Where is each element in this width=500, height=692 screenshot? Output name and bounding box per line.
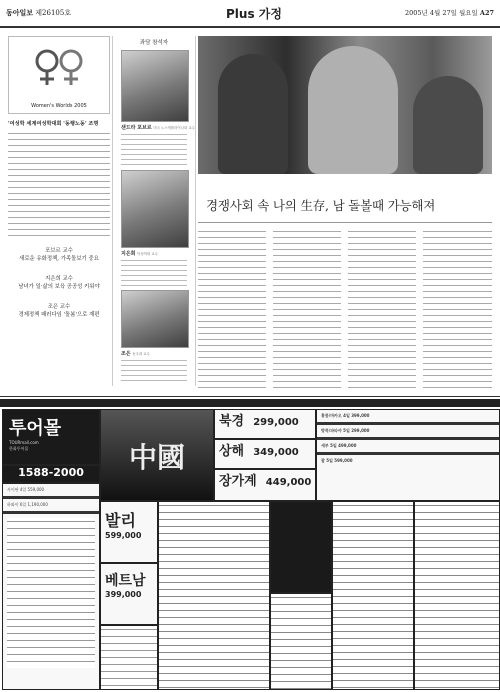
destination-cell-1[interactable]: 북경 299,000 — [214, 409, 316, 439]
topic-title: 남녀가 일·삶의 보육 공공성 키워야 — [18, 284, 100, 290]
article-column-4 — [423, 228, 492, 388]
banner-text: 中國 — [128, 441, 185, 474]
topic-person: 포브르 교수 — [45, 248, 73, 254]
topic-1 — [8, 246, 110, 262]
section-title: Plus 가정 — [226, 7, 282, 21]
agency-phone[interactable]: 1588-2000 — [2, 465, 100, 483]
article-column-2 — [273, 228, 341, 388]
main-photo — [198, 36, 492, 174]
agency-block[interactable] — [2, 409, 100, 465]
agency-name: 투어몰 — [9, 418, 62, 439]
ad-block-d — [332, 501, 414, 690]
profile-bio-3 — [121, 358, 187, 382]
date-line: 2005년 4월 27일 월요일 A27 — [405, 9, 494, 17]
ad-top-strip — [0, 399, 500, 407]
photo-figure-left — [218, 54, 288, 174]
topic-2 — [8, 274, 110, 290]
profile-bio-2 — [121, 258, 187, 286]
destination-cell-2[interactable]: 상해 349,000 — [214, 439, 316, 469]
agency-url: TOURmall.com — [9, 440, 39, 445]
destination-cell-vietnam[interactable]: 베트남 399,000 — [100, 563, 158, 625]
logo-text: Women's Worlds 2005 — [31, 103, 87, 109]
page-header — [0, 0, 500, 28]
ad-lower-left: 사이판 4일 559,000 하와이 6일 1,190,000 — [2, 483, 100, 690]
portrait-photo-1 — [121, 50, 189, 122]
intro-heading: '여성학 세계여성학대회 '동행노동' 조명 — [8, 121, 99, 127]
ad-block-e — [414, 501, 500, 690]
portrait-photo-2 — [121, 170, 189, 248]
photo-figure-center — [308, 46, 398, 174]
profile-name-3: 조은 동국대 교수 — [121, 351, 150, 357]
topic-3 — [8, 302, 110, 318]
china-banner — [100, 409, 214, 501]
travel-advertisement — [0, 396, 500, 692]
ad-block-a — [158, 501, 270, 690]
logo-box — [8, 36, 110, 114]
women-symbol-icon — [9, 37, 109, 99]
profile-bio-1 — [121, 132, 187, 166]
profile-name-2: 지은희 덕성여대 교수 — [121, 251, 158, 257]
ad-block-b — [270, 501, 332, 593]
portrait-photo-3 — [121, 290, 189, 348]
agency-tel-label: 한화투어몰 — [9, 446, 29, 451]
paper-name: 동아일보 제26105호 — [6, 8, 72, 17]
article-column-1 — [198, 228, 266, 388]
topic-person: 조은 교수 — [47, 304, 71, 310]
article-body — [198, 228, 492, 388]
headline-rule — [198, 222, 492, 223]
profiles-box — [112, 36, 196, 386]
destination-cell-3[interactable]: 장가계 449,000 — [214, 469, 316, 501]
article-column-3 — [348, 228, 416, 388]
topic-title: 경제정책 패러다임 '돌봄'으로 재편 — [18, 312, 100, 318]
intro-text — [8, 130, 110, 240]
topic-title: 새로운 유화정책, 가족돌보기 중요 — [19, 256, 99, 262]
photo-figure-right — [413, 76, 483, 174]
ad-lower-center-fill — [100, 625, 158, 690]
ad-grid-right: 홍콩/마카오 4일 399,000 방콕/파타야 5일 299,000 세부 5일 499,000 괌 5일 599,000 — [316, 409, 500, 501]
destination-cell-bali[interactable]: 발리 599,000 — [100, 501, 158, 563]
topic-person: 지은희 교수 — [45, 276, 73, 282]
topic-list — [8, 246, 110, 318]
ad-block-c — [270, 593, 332, 690]
profiles-title: 좌담 참석자 — [139, 40, 169, 46]
profile-name-1: 샌드라 포브르 미국 노스캐롤라이나대 교수 — [121, 125, 195, 131]
article-headline: 경쟁사회 속 나의 生存, 남 돌볼때 가능해져 — [206, 198, 436, 213]
